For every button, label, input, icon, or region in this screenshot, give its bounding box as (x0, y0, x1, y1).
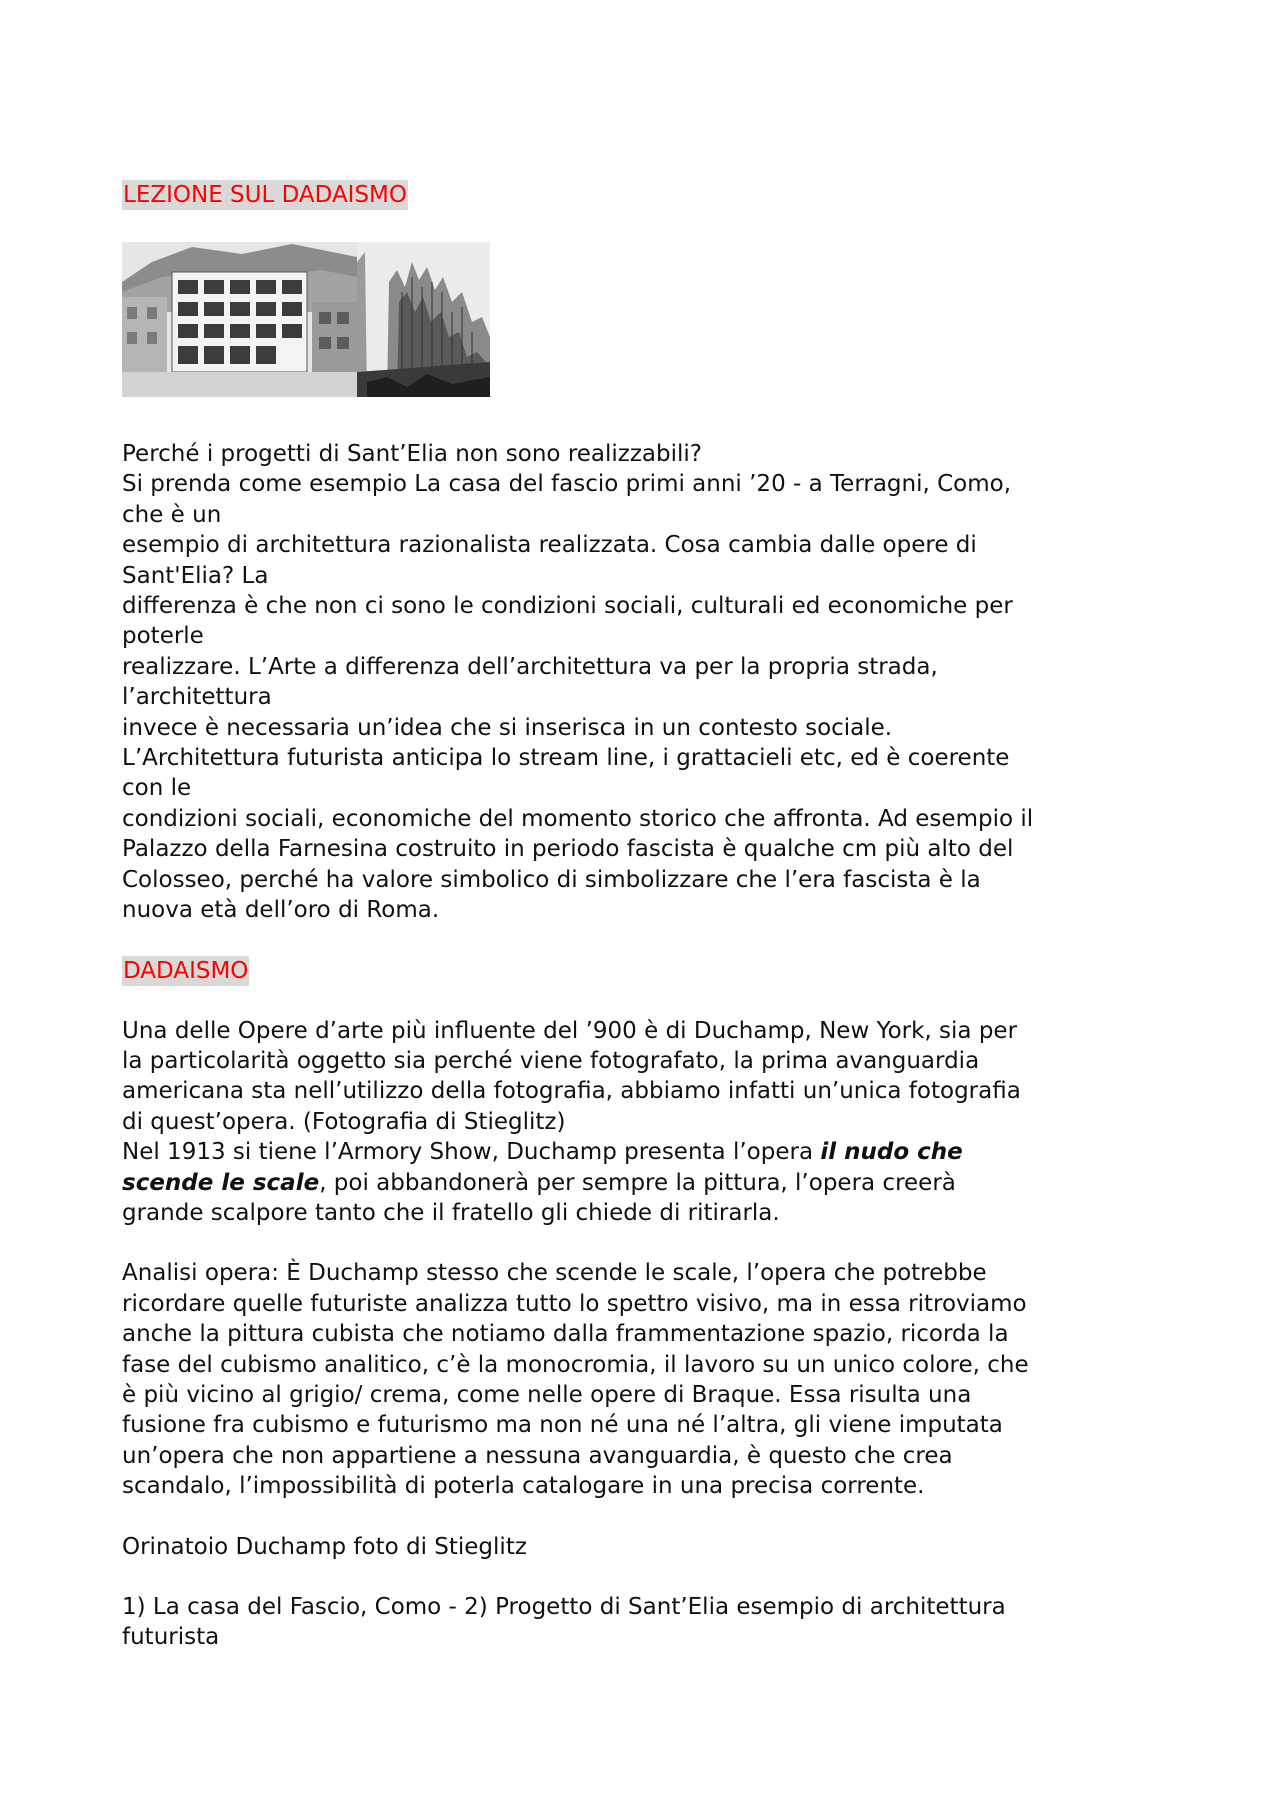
text-line: un’opera che non appartiene a nessuna avanguardia, è questo che crea (122, 1442, 953, 1469)
text-line: Analisi opera: È Duchamp stesso che scende le scale, l’opera che potrebbe (122, 1260, 987, 1287)
figure-caption (122, 1592, 1162, 1653)
text-line: l’architettura (122, 684, 272, 711)
text-line: Palazzo della Farnesina costruito in periodo fascista è qualche cm più alto del (122, 836, 1014, 863)
text-line: L’Architettura futurista anticipa lo stream line, i grattacieli etc, ed è coerente (122, 745, 1010, 772)
text-line: americana sta nell’utilizzo della fotografia, abbiamo infatti un’unica fotografia (122, 1078, 1021, 1105)
futurist-project-photo-icon (357, 242, 490, 397)
section-heading-dadaismo: DADAISMO (123, 957, 249, 984)
text-line: realizzare. L’Arte a differenza dell’architettura va per la propria strada, (122, 653, 938, 680)
artwork-title-emphasis: scende le scale (122, 1169, 320, 1196)
text-line: grande scalpore tanto che il fratello gli chiede di ritirarla. (122, 1199, 780, 1226)
text-line: che è un (122, 501, 222, 528)
paragraph-duchamp (122, 1016, 1162, 1229)
text-line: Una delle Opere d’arte più influente del ’900 è di Duchamp, New York, sia per (122, 1017, 1018, 1044)
paragraph-analisi (122, 1258, 1162, 1501)
text-line: scandalo, l’impossibilità di poterla catalogare in una precisa corrente. (122, 1473, 925, 1500)
lesson-title: LEZIONE SUL DADAISMO (123, 182, 408, 208)
text-line: poterle (122, 623, 204, 650)
paragraph-orinatoio (122, 1532, 1162, 1562)
text-line: di quest’opera. (Fotografia di Stieglitz) (122, 1108, 566, 1135)
text-line: 1) La casa del Fascio, Como - 2) Progetto di Sant’Elia esempio di architettura (122, 1594, 1006, 1620)
text-run: , poi abbandonerà per sempre la pittura, l’opera creerà (319, 1169, 956, 1196)
text-line: Perché i progetti di Sant’Elia non sono realizzabili? (122, 441, 703, 467)
artwork-title-emphasis: il nudo che (820, 1139, 963, 1166)
text-line: Orinatoio Duchamp foto di Stieglitz (122, 1533, 527, 1560)
text-line: è più vicino al grigio/ crema, come nelle opere di Braque. Essa risulta una (122, 1381, 972, 1408)
text-line: Si prenda come esempio La casa del fascio primi anni ’20 - a Terragni, Como, (122, 471, 1012, 498)
text-line: fase del cubismo analitico, c’è la monocromia, il lavoro su un unico colore, che (122, 1351, 1029, 1378)
text-run: Nel 1913 si tiene l’Armory Show, Duchamp presenta l’opera (122, 1139, 821, 1166)
text-line: Colosseo, perché ha valore simbolico di simbolizzare che l’era fascista è la (122, 866, 981, 893)
paragraph-santelia (122, 439, 1162, 926)
text-line: Sant'Elia? La (122, 562, 269, 589)
text-line (122, 1168, 1162, 1198)
text-line: condizioni sociali, economiche del momento storico che affronta. Ad esempio il (122, 805, 1034, 832)
text-line: con le (122, 775, 192, 802)
text-line: fusione fra cubismo e futurismo ma non né una né l’altra, gli viene imputata (122, 1412, 1003, 1439)
document-page (122, 180, 1162, 1653)
text-line: la particolarità oggetto sia perché viene fotografato, la prima avanguardia (122, 1047, 980, 1074)
figure-strip (122, 242, 1162, 397)
text-line: nuova età dell’oro di Roma. (122, 897, 440, 924)
text-line: esempio di architettura razionalista realizzata. Cosa cambia dalle opere di (122, 532, 977, 559)
text-line: differenza è che non ci sono le condizioni sociali, culturali ed economiche per (122, 593, 1013, 620)
text-line: anche la pittura cubista che notiamo dalla frammentazione spazio, ricorda la (122, 1321, 1009, 1348)
text-line: ricordare quelle futuriste analizza tutto lo spettro visivo, ma in essa ritroviamo (122, 1290, 1027, 1317)
text-line: futurista (122, 1624, 220, 1651)
building-photo-icon (122, 242, 357, 397)
text-line (122, 1137, 1162, 1167)
text-line: invece è necessaria un’idea che si inserisca in un contesto sociale. (122, 714, 893, 741)
